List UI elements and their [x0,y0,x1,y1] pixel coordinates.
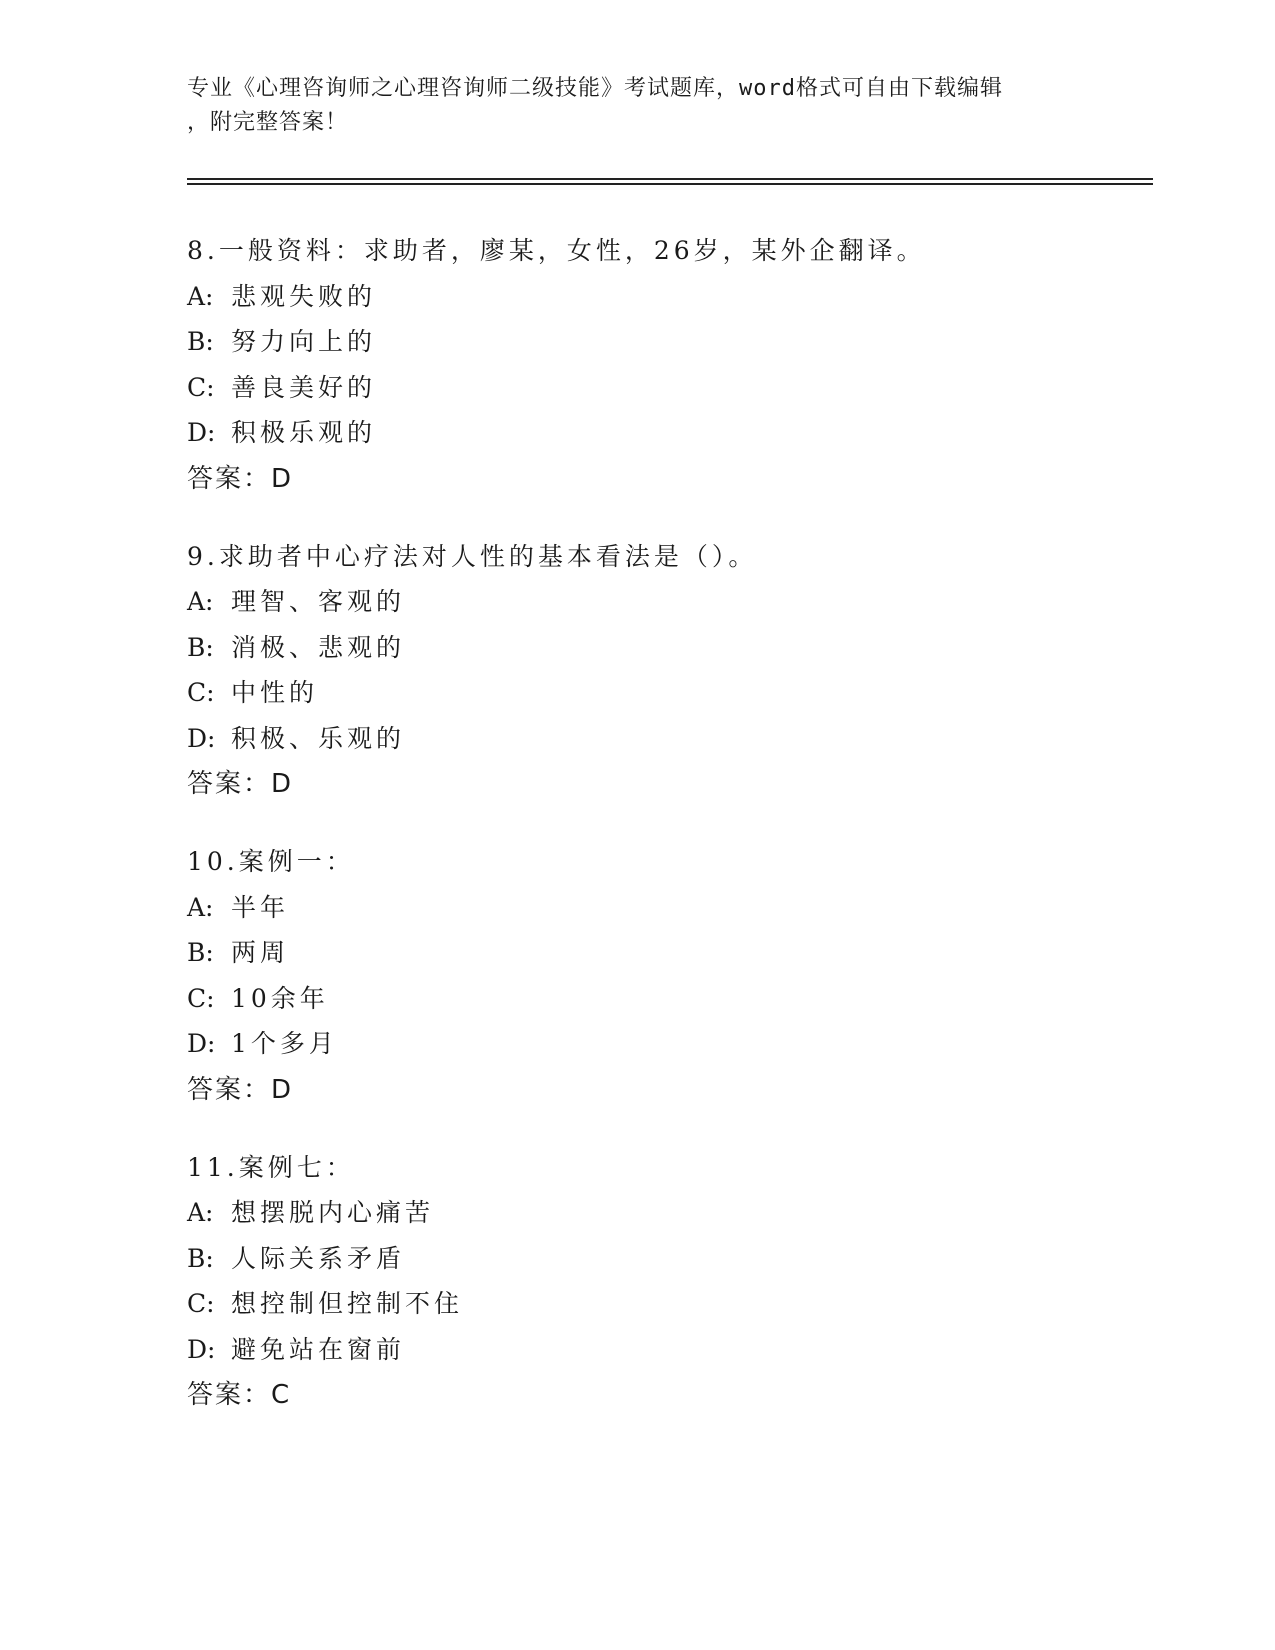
option-text: 理智、客观的 [231,587,406,616]
option-text: 消极、悲观的 [231,632,406,662]
option-c [187,678,1147,708]
option-text: 中性的 [231,678,319,707]
question-text: 9.求助者中心疗法对人性的基本看法是（）。 [187,541,758,571]
question-text: 10.案例一： [187,847,355,876]
option-b [187,633,1147,663]
option-key: C: [187,1289,215,1318]
option-key: B: [187,632,214,662]
option-c [187,373,1147,403]
option-text: 两周 [231,938,290,967]
option-key: D: [187,418,216,447]
option-b [187,327,1147,357]
option-key: A: [187,587,214,616]
answer-text: 答案：D [187,1074,294,1105]
question-10 [187,847,1147,1105]
option-key: A: [187,892,214,922]
question-text: 11.案例七： [187,1152,355,1182]
option-text: 想控制但控制不住 [231,1289,464,1318]
question-list [187,236,1147,1458]
question-9 [187,542,1147,800]
option-key: C: [187,678,215,707]
option-key: B: [187,327,214,356]
option-key: C: [187,372,215,402]
question-11 [187,1153,1147,1411]
option-text: 悲观失败的 [231,281,377,311]
answer-text: 答案：C [187,1380,292,1410]
header-title-line-1: 专业《心理咨询师之心理咨询师二级技能》考试题库，word格式可自由下载编辑 [187,76,1003,101]
option-text: 善良美好的 [231,372,377,402]
option-key: D: [187,1334,216,1364]
option-text: 想摆脱内心痛苦 [231,1198,435,1227]
option-text: 积极乐观的 [231,418,377,447]
option-text: 半年 [231,892,290,922]
option-key: B: [187,938,214,967]
answer-text: 答案：D [187,463,294,494]
option-d [187,1029,1147,1059]
option-text: 1个多月 [231,1029,338,1058]
question-8 [187,236,1147,494]
option-c [187,984,1147,1014]
option-key: A: [187,1198,214,1227]
question-text: 8.一般资料：求助者，廖某，女性，26岁，某外企翻译。 [187,236,926,265]
header-divider-bottom [187,183,1153,185]
option-d [187,1335,1147,1365]
option-text: 人际关系矛盾 [231,1243,406,1273]
option-c [187,1289,1147,1319]
option-a [187,893,1147,923]
option-d [187,724,1147,754]
option-key: A: [187,281,214,311]
option-a [187,587,1147,617]
option-b [187,938,1147,968]
header-divider-top [187,178,1153,180]
option-a [187,1198,1147,1228]
option-key: D: [187,723,216,753]
option-key: D: [187,1029,216,1058]
option-key: C: [187,983,215,1013]
document-header [187,72,1087,140]
answer-text: 答案：D [187,769,294,799]
option-text: 努力向上的 [231,327,377,356]
option-text: 避免站在窗前 [231,1334,406,1364]
option-d [187,418,1147,448]
option-b [187,1244,1147,1274]
option-a [187,282,1147,312]
option-text: 10余年 [231,983,329,1013]
header-title-line-2: ，附完整答案！ [187,110,349,135]
option-key: B: [187,1243,214,1273]
option-text: 积极、乐观的 [231,723,406,753]
